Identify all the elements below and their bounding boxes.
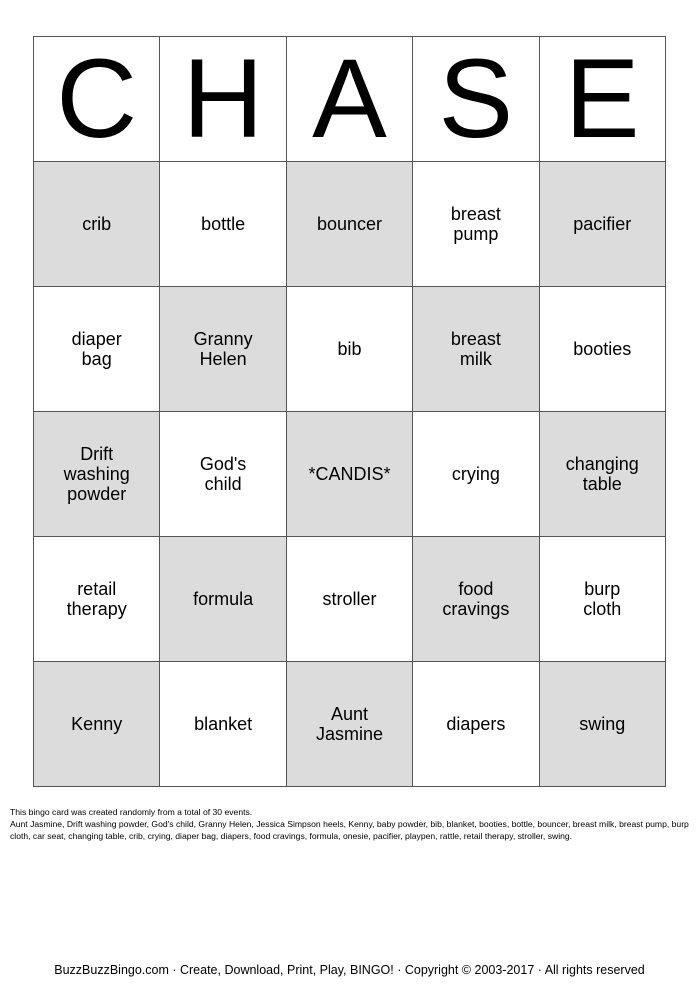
page-footer: BuzzBuzzBingo.com · Create, Download, Print, Play, BINGO! · Copyright © 2003-2017 · All rights reserved <box>54 963 645 977</box>
bingo-cell: crying <box>413 412 539 537</box>
header-letter: E <box>539 37 665 162</box>
bingo-cell: formula <box>160 537 286 662</box>
bingo-cell: stroller <box>286 537 412 662</box>
header-letter: A <box>286 37 412 162</box>
bingo-cell: Drift washing powder <box>34 412 160 537</box>
bingo-card <box>33 36 666 787</box>
bingo-cell: Kenny <box>34 662 160 787</box>
notes-event-list: Aunt Jasmine, Drift washing powder, God's child, Granny Helen, Jessica Simpson heels, Kenny, baby powder, bib, blanket, booties, bottle, bouncer, breast milk, breast pump, burp cloth, car seat, changing table, crib, crying, diaper bag, diapers, food cravings, formula, onesie, pacifier, playpen, rattle, retail therapy, stroller, swing. <box>10 819 689 842</box>
bingo-cell: changing table <box>539 412 665 537</box>
bingo-cell: booties <box>539 287 665 412</box>
card-row <box>34 537 666 662</box>
card-row <box>34 412 666 537</box>
bingo-cell: blanket <box>160 662 286 787</box>
free-space-cell: *CANDIS* <box>286 412 412 537</box>
bingo-cell: diaper bag <box>34 287 160 412</box>
header-row <box>34 37 666 162</box>
header-letter: S <box>413 37 539 162</box>
bingo-cell: diapers <box>413 662 539 787</box>
bingo-cell: breast milk <box>413 287 539 412</box>
bingo-cell: retail therapy <box>34 537 160 662</box>
card-notes <box>10 806 690 843</box>
bingo-cell: crib <box>34 162 160 287</box>
bingo-cell: burp cloth <box>539 537 665 662</box>
bingo-cell: food cravings <box>413 537 539 662</box>
bingo-cell: bottle <box>160 162 286 287</box>
card-row <box>34 662 666 787</box>
bingo-cell: breast pump <box>413 162 539 287</box>
bingo-cell: Granny Helen <box>160 287 286 412</box>
bingo-cell: Aunt Jasmine <box>286 662 412 787</box>
bingo-cell: God's child <box>160 412 286 537</box>
card-row <box>34 287 666 412</box>
bingo-cell: swing <box>539 662 665 787</box>
bingo-cell: bib <box>286 287 412 412</box>
bingo-cell: bouncer <box>286 162 412 287</box>
header-letter: C <box>34 37 160 162</box>
bingo-cell: pacifier <box>539 162 665 287</box>
notes-summary: This bingo card was created randomly from a total of 30 events. <box>10 807 253 817</box>
card-row <box>34 162 666 287</box>
header-letter: H <box>160 37 286 162</box>
